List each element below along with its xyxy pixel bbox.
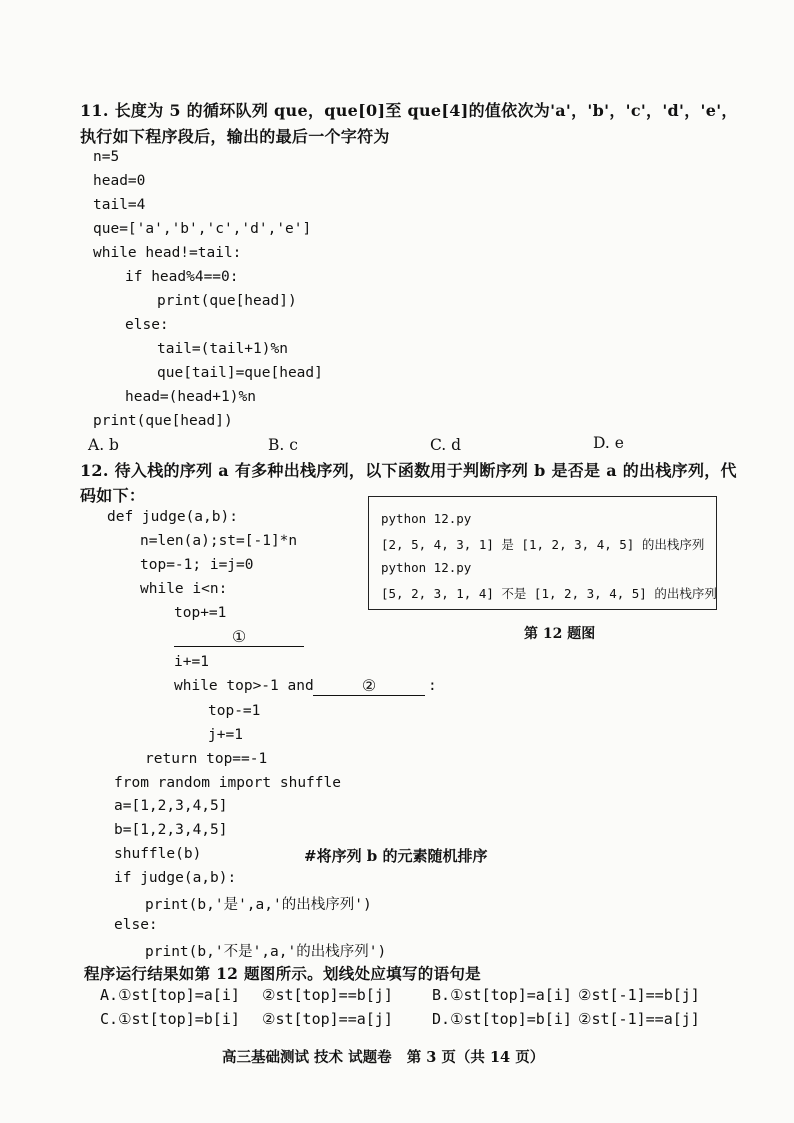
output-line: python 12.py (381, 511, 472, 526)
q11-code-line: que=['a','b','c','d','e'] (93, 221, 312, 237)
q12-option-d (432, 1010, 572, 1028)
q11-code-line: if head%4==0: (125, 269, 239, 285)
q12-code-line: else: (114, 917, 158, 933)
q11-code-line: print(que[head]) (157, 293, 297, 309)
figure-caption: 第 12 题图 (524, 626, 596, 642)
q11-code-line: while head!=tail: (93, 245, 242, 261)
q11-stem-line2: 执行如下程序段后，输出的最后一个字符为 (80, 127, 390, 146)
q12-code-line: while top>-1 and (174, 678, 314, 694)
q12-code-line: a=[1,2,3,4,5] (114, 798, 228, 814)
option-label: B. (432, 986, 451, 1004)
output-line: [2, 5, 4, 3, 1] 是 [1, 2, 3, 4, 5] 的出栈序列 (381, 537, 705, 552)
q12-stem-line2: 码如下： (80, 486, 146, 505)
q12-code-line: shuffle(b) (114, 846, 202, 862)
q12-code-line: n=len(a);st=[-1]*n (140, 533, 298, 549)
q12-option-b-stmt2: ②st[-1]==b[j] (578, 986, 700, 1004)
q12-code-line: if judge(a,b): (114, 870, 237, 886)
q12-option-c-stmt2: ②st[top]==a[j] (262, 1010, 393, 1028)
q11-option-b: B. c (268, 436, 298, 454)
q12-option-d-stmt2: ②st[-1]==a[j] (578, 1010, 700, 1028)
blank-1-marker: ① (174, 628, 304, 647)
q11-option-a: A. b (88, 436, 119, 454)
q12-option-c (100, 1010, 240, 1028)
q12-code-line: j+=1 (208, 727, 243, 743)
q12-code-line: while i<n: (140, 581, 228, 597)
page-footer: 高三基础测试 技术 试题卷 第 3 页（共 14 页） (222, 1049, 545, 1066)
q11-code-line: tail=4 (93, 197, 146, 213)
q12-prompt: 程序运行结果如第 12 题图所示。划线处应填写的语句是 (84, 964, 481, 983)
q11-code-line: else: (125, 317, 169, 333)
q12-code-line: def judge(a,b): (107, 509, 238, 525)
q12-stem-line1: 12. 待入栈的序列 a 有多种出栈序列，以下函数用于判断序列 b 是否是 a 的出栈序列，代 (80, 461, 737, 480)
option-stmt1: ①st[top]=a[i] (450, 986, 572, 1004)
output-line: python 12.py (381, 560, 472, 575)
blank-1 (174, 627, 304, 647)
q12-code-line: i+=1 (174, 654, 209, 670)
q11-option-d: D. e (593, 434, 624, 452)
q12-option-a (100, 986, 240, 1004)
option-stmt1: ①st[top]=b[i] (450, 1010, 572, 1028)
option-stmt1: ①st[top]=a[i] (118, 986, 240, 1004)
q11-code-line: tail=(tail+1)%n (157, 341, 288, 357)
q12-code-line: print(b,'是',a,'的出栈序列') (145, 897, 372, 913)
output-line: [5, 2, 3, 1, 4] 不是 [1, 2, 3, 4, 5] 的出栈序列 (381, 586, 717, 601)
q11-code-line: n=5 (93, 149, 120, 165)
q12-code-line: b=[1,2,3,4,5] (114, 822, 228, 838)
q12-code-line: from random import shuffle (114, 775, 341, 791)
q12-code-colon: : (428, 678, 437, 694)
option-stmt1: ①st[top]=b[i] (118, 1010, 240, 1028)
q11-option-c: C. d (430, 436, 462, 454)
q12-code-comment: #将序列 b 的元素随机排序 (304, 847, 488, 865)
q12-code-line: top=-1; i=j=0 (140, 557, 254, 573)
blank-2 (313, 676, 425, 696)
option-label: C. (100, 1010, 119, 1028)
option-label: D. (432, 1010, 451, 1028)
q12-option-b (432, 986, 572, 1004)
option-label: A. (100, 986, 119, 1004)
q12-code-line: top-=1 (208, 703, 261, 719)
blank-2-marker: ② (313, 677, 425, 696)
q11-code-line: que[tail]=que[head] (157, 365, 323, 381)
output-figure-box (368, 496, 717, 610)
q11-code-line: print(que[head]) (93, 413, 233, 429)
q12-code-line: print(b,'不是',a,'的出栈序列') (145, 944, 387, 960)
q12-code-line: return top==-1 (145, 751, 268, 767)
q12-option-a-stmt2: ②st[top]==b[j] (262, 986, 393, 1004)
q12-code-line: top+=1 (174, 605, 227, 621)
q11-code-line: head=0 (93, 173, 146, 189)
q11-code-line: head=(head+1)%n (125, 389, 256, 405)
q11-stem-line1: 11. 长度为 5 的循环队列 que，que[0]至 que[4]的值依次为'a'，'b'，'c'，'d'，'e'， (80, 101, 738, 120)
